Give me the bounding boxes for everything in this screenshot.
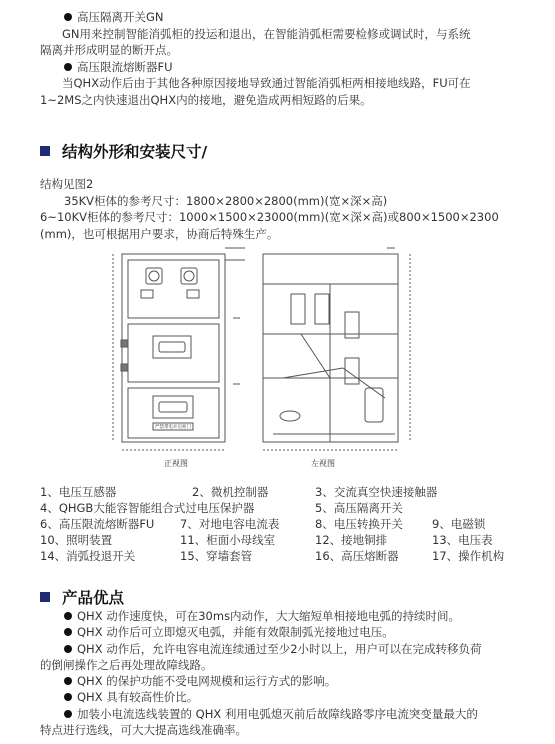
- legend-item: 10、照明装置: [40, 533, 113, 547]
- legend-item: 8、电压转换开关: [315, 517, 403, 531]
- structure-line-2: 35KV柜体的参考尺寸：1800×2800×2800(mm)(宽×深×高): [64, 193, 388, 208]
- nameplate-label: 严禁带电开启柜门: [155, 425, 191, 430]
- legend-item: 11、柜面小母线室: [180, 533, 276, 547]
- component-legend: [40, 480, 540, 590]
- advantage-6: 加装小电流选线装置的 QHX 利用电弧熄灭前后故障线路零序电流突变量最大的: [77, 706, 478, 721]
- advantage-3-cont: 的倒闸操作之后再处理故障线路。: [40, 657, 213, 672]
- legend-item: 16、高压熔断器: [315, 549, 399, 563]
- intro-block: [40, 9, 540, 108]
- bullet-icon: [64, 13, 72, 21]
- cabinet-drawing: [95, 238, 430, 476]
- section-heading-structure: [40, 140, 207, 162]
- bullet-icon: [64, 693, 72, 701]
- advantages-list: [40, 608, 540, 738]
- legend-item: 14、消弧投退开关: [40, 549, 136, 563]
- fu-text-1: 当QHX动作后由于其他各种原因接地导致通过智能消弧柜两相接地线路，FU可在: [62, 76, 471, 90]
- legend-item: 2、微机控制器: [192, 485, 269, 499]
- bullet-icon: [64, 612, 72, 620]
- gn-text-2: 隔离并形成明显的断开点。: [40, 43, 178, 57]
- bullet-icon: [64, 710, 72, 718]
- section-heading-advantages: [40, 586, 124, 608]
- legend-item: 6、高压限流熔断器FU: [40, 517, 155, 531]
- legend-item: 7、对地电容电流表: [180, 517, 280, 531]
- bullet-icon: [64, 628, 72, 636]
- advantage-2: QHX 动作后可立即熄灭电弧，并能有效限制弧光接地过电压。: [77, 625, 394, 640]
- bullet-icon: [64, 645, 72, 653]
- advantage-4: QHX 的保护功能不受电网规模和运行方式的影响。: [77, 674, 337, 689]
- front-view-caption: 正视图: [164, 459, 188, 468]
- square-bullet-icon: [40, 592, 50, 602]
- side-view-caption: 左视图: [311, 459, 335, 468]
- section-title: 结构外形和安装尺寸/: [62, 143, 208, 161]
- fu-text-2: 1~2MS之内快速退出QHX内的接地，避免造成两相短路的后果。: [40, 92, 372, 107]
- legend-item: 15、穿墙套管: [180, 549, 253, 563]
- gn-title: 高压隔离开关GN: [77, 10, 164, 24]
- legend-item: 12、接地铜排: [315, 533, 388, 547]
- legend-item: 13、电压表: [432, 533, 493, 547]
- legend-item: 4、QHGB大能容智能组合式过电压保护器: [40, 501, 255, 515]
- gn-text-1: GN用来控制智能消弧柜的投运和退出，在智能消弧柜需要检修或调试时，与系统: [62, 26, 471, 41]
- fu-title: 高压限流熔断器FU: [77, 59, 173, 74]
- advantage-5: QHX 具有较高性价比。: [77, 690, 199, 705]
- section-title: 产品优点: [62, 589, 125, 607]
- advantage-6-cont: 特点进行选线，可大大提高选线准确率。: [40, 723, 247, 738]
- side-view: [263, 248, 410, 450]
- bullet-icon: [64, 677, 72, 685]
- advantage-1: QHX 动作速度快，可在30ms内动作，大大缩短单相接地电弧的持续时间。: [77, 609, 461, 623]
- legend-item: 9、电磁锁: [432, 517, 486, 531]
- structure-line-3: 6~10KV柜体的参考尺寸：1000×1500×23000(mm)(宽×深×高)或800×1500×2300: [40, 210, 499, 224]
- bullet-icon: [64, 63, 72, 71]
- legend-item: 1、电压互感器: [40, 485, 117, 499]
- legend-item: 5、高压隔离开关: [315, 501, 403, 515]
- front-view: [113, 248, 245, 450]
- legend-item: 17、操作机构: [432, 549, 505, 563]
- structure-line-1: 结构见图2: [40, 177, 94, 191]
- structure-line-4: (mm)，也可根据用户要求，协商后特殊生产。: [40, 226, 279, 241]
- advantage-3: QHX 动作后，允许电容电流连续通过至少2小时以上，用户可以在完成转移负荷: [77, 641, 482, 656]
- structure-text: [40, 176, 540, 242]
- legend-item: 3、交流真空快速接触器: [315, 485, 438, 499]
- square-bullet-icon: [40, 146, 50, 156]
